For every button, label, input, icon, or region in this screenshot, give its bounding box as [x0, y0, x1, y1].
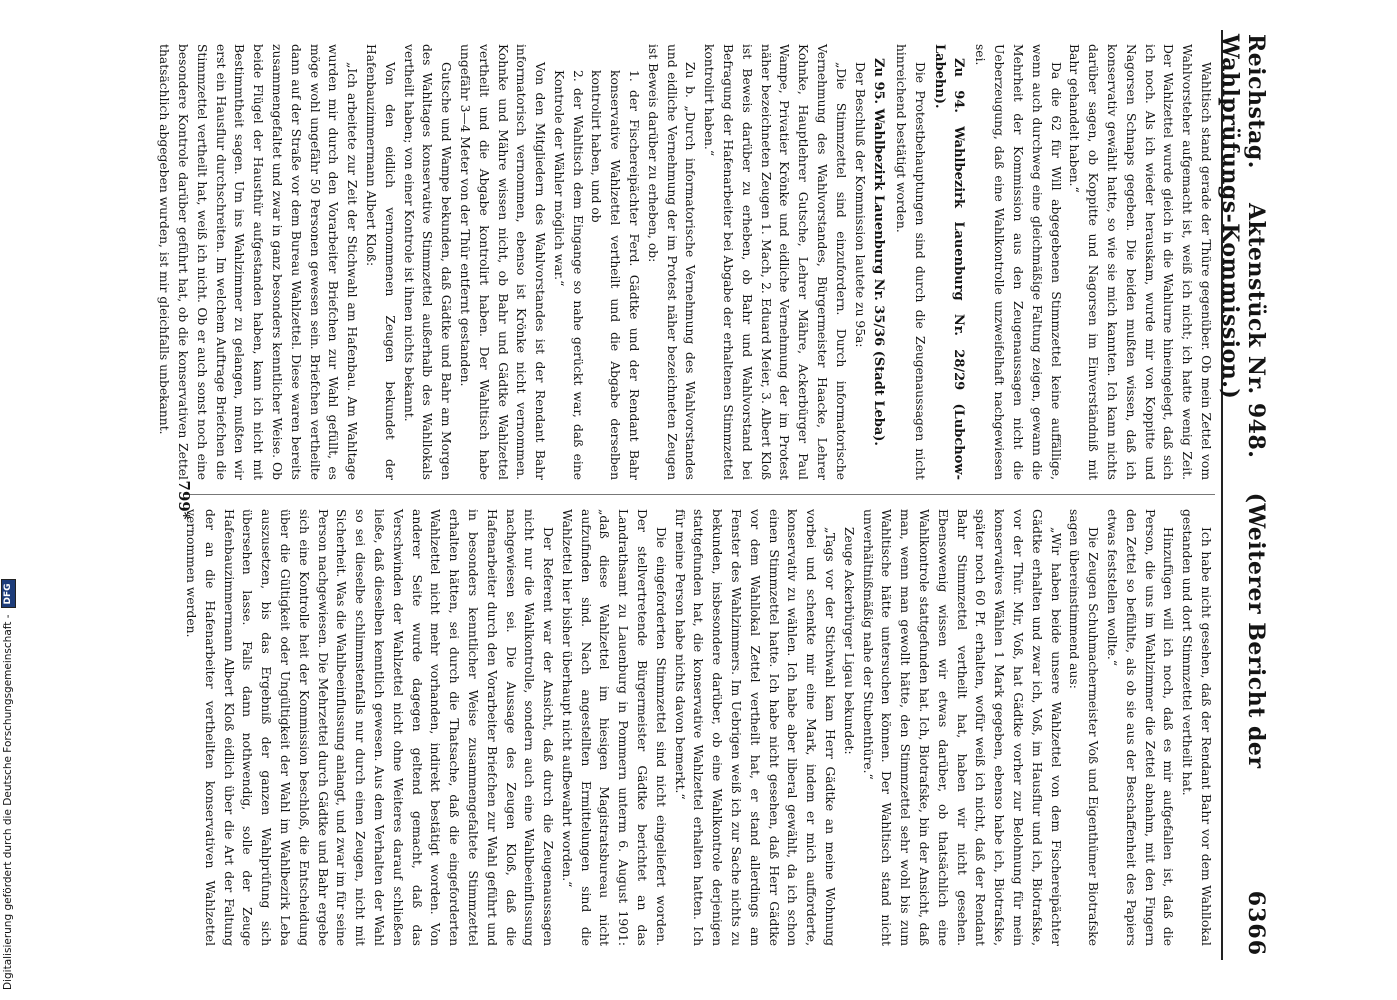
right-column-paragraph: Der Referent war der Ansicht, daß durch die Zeugenaussagen nicht nur die Wahlkontrolle, sondern auch eine Wahlbeeinflussung nachgewiesen sei. Die Aussage des Zeugen Kloß, daß die Hafenarbeiter durch den Vorarbeiter Briefchen zur Wahl geführt und in besonders kenntlicher Weise zusammengefaltete Stimmzettel erhalten hätten, sei durch die Thatsache, daß die eingeforderten Wahlzettel nicht mehr vorhanden, indirekt bestätigt worden. Von anderer Seite wurde dagegen geltend gemacht, daß das Verschwinden der Wahlzettel nicht ohne Weiteres darauf schließen ließe, daß dieselben kenntlich gewesen. Aus dem Verhalten der Wahl so sei dieselbe schlimmstenfalls nur durch einen Zeugen, nicht mit Sicherheit. Was die Wahlbeeinflussung anlangt, und zwar im für seine Person nachgewiesen. Die Mehrzettel durch Gädtke und Bahr ergebe sich eine Kontrolle heit der Kommission beschloß, die Entscheidung über die Gültigkeit oder Ungültigkeit der Wahl im Wahlbezirk Leba auszusetzen, bis das Ergebniß der ganzen Wahlprüfung sich übersehen lasse. Falls dann nothwendig, solle der Zeuge Hafenbauzimmermann Albert Kloß eidlich über die Art der Faltung der an die Hafenarbeiter vertheilten konservativen Wahlzettel vernommen werden. [183, 509, 556, 947]
header-part-3: (Weiterer Bericht der Wahlprüfungs-Kommission.) [1217, 34, 1269, 769]
page-marker: 799* [175, 480, 193, 520]
left-column-paragraph: Wahltisch stand gerade der Thüre gegenüber. Ob mein Zettel vom Wahlvorsteher aufgemacht ist, weiß ich nicht; ich hatte wenig Zeit. Der Wahlzettel wurde gleich in die Wahlurne hineingelegt, daß sich ich noch. Als ich wieder herauskam, wurde mir von Koppitte und Nagorsen Schnaps gegeben. Die beiden mußten wissen, daß ich konservativ gewählt hatte, so wie sie mich kannten. Ich kann nichts darüber sagen, ob Koppitte und Nagorsen im Einverständniß mit Bahr gehandelt haben.“ [1067, 44, 1213, 480]
left-column-paragraph: Da die 62 für Will abgegebenen Stimmzettel keine auffällige, wenn auch durchweg eine gleichmäßige Faltung zeigen, gewann die Mehrheit der Kommission aus den Zeugenaussagen nicht die Ueberzeugung, daß eine Wahlkontrolle unzweifelhaft nachgewiesen sei. [973, 44, 1063, 480]
right-column-paragraph: Zeuge Ackerbürger Ligau bekundet: [841, 527, 856, 755]
right-column-paragraph: Hinzufügen will ich noch, daß es mir aufgefallen ist, daß die Person, die uns im Wahlzimmer die Zettel abnahm, mit den Fingern den Zettel so befühlte, als ob sie aus der Beschaffenheit des Papiers etwas feststellen wollte.“ [1105, 509, 1176, 946]
right-column-paragraph: „Tags vor der Stichwahl kam Herr Gädtke an meine Wohnung vorbei und schenkte mir eine Mark, indem er mich aufforderte, konservativ zu wählen. Ich habe aber liberal gewählt, da ich schon einen Stimmzettel hatte. Ich habe nicht gesehen, daß Herr Gädtke vor dem Wahllokal Zettel vertheilt hat, er stand allerdings am Fenster des Wahlzimmers. Im Uebrigen weiß ich zur Sache nichts zu bekunden, insbesondere darüber, ob eine Wahlkontrole derjenigen stattgefunden hat, die konservative Wahlzettel erhalten hatten. Ich für meine Person habe nichts davon bemerkt.“ [672, 509, 838, 946]
left-column-paragraph: Von den eidlich vernommenen Zeugen bekundet der Hafenbauzimmermann Albert Kloß: [363, 44, 397, 480]
left-column-section-heading: Zu 94. Wahlbezirk Lauenburg Nr. 28/29 (Lubchow-Labehn). [931, 44, 966, 480]
left-column-paragraph: 2. der Wahltisch dem Eingange so nahe gerückt war, daß eine Kontrole der Wähler möglich war.“ [551, 70, 585, 480]
right-column-paragraph: Die eingeforderten Stimmzettel sind nicht eingeliefert worden. Der stellvertretende Bürgermeister Gädtke berichtet an das Landrathsamt zu Lauenburg in Pommern unterm 6. August 1901: „daß diese Wahlzettel im hiesigen Magistratsbureau nicht aufzufinden sind. Nach angestellten Ermittelungen sind die Wahlzettel hier bisher überhaupt nicht aufbewahrt worden.“ [559, 509, 668, 946]
right-column [185, 495, 1215, 960]
left-column-paragraph: Der Beschluß der Kommission lautete zu 95a: [852, 62, 867, 348]
left-column-paragraph: Zu b. „Durch informatorische Vernehmung des Wahlvorstandes und eidliche Vernehmung der im Protest näher bezeichneten Zeugen ist Beweis darüber zu erheben, ob: [645, 44, 698, 480]
right-column-paragraph: Ich habe nicht gesehen, daß der Rendant Bahr vor dem Wahllokal gestanden und dort Stimmzettel vertheilt hat. [1180, 509, 1213, 946]
page-number: 6366 [1243, 890, 1269, 956]
left-column-paragraph: Von den Mitgliedern des Wahlvorstandes ist der Rendant Bahr informatorisch vernommen, ebenso ist Krönke nicht vernommen. Kohnke und Mähre wissen nicht, ob Bahr und Gädtke Wahlzettel vertheilt und die Abgabe kontrolirt haben. Der Wahltisch habe ungefähr 3—4 Meter von der Thür entfernt gestanden. [457, 44, 548, 480]
left-column-paragraph: Gutsche und Wampe bekunden, daß Gädtke und Bahr am Morgen des Wahltages konservative Stimmzettel außerhalb des Wahllokals vertheilt haben; von einer Kontrole ist ihnen nichts bekannt. [401, 44, 454, 480]
header-part-2: Aktenstück Nr. 948. [1243, 203, 1269, 459]
left-column-section-heading: Zu 95. Wahlbezirk Lauenburg Nr. 35/36 (Stadt Leba). [871, 58, 887, 446]
left-column-paragraph: „Ich arbeitete zur Zeit der Stichwahl am Hafenbau. Am Wahltage wurden mir durch den Vorarbeiter Briefchen zur Wahl gefüllt, es möge wohl ungefähr 50 Personen gewesen sein. Briefchen vertheilte dann auf der Straße vor dem Bureau Wahlzettel. Diese waren bereits zusammengefaltet und zwar in ganz besonders kenntlicher Weise. Ob beide Flügel der Hausthür aufgestanden haben, kann ich nicht mit Bestimmtheit sagen. Um ins Wahlzimmer zu gelangen, mußten wir erst ein Hausflur durchschreiten. Im welchem Auftrage Briefchen die Stimmzettel vertheilt hat, weiß ich nicht. Ob er auch sonst noch eine besondere Kontrole darüber geführt hat, ob die konservativen Zettel thatsächlich abgegeben wurden, ist mir gleichfalls unbekannt. [157, 44, 360, 480]
left-column-paragraph: „Die Stimmzettel sind einzufordern. Durch informatorische Vernehmung des Wahlvorstandes, Bürgermeister Haacke, Lehrer Kohnke, Hauptlehrer Gutsche, Lehrer Mähre, Ackerbürger Paul Wampe, Privatier Krönke und eidliche Vernehmung der im Protest näher bezeichneten Zeugen 1. Mach, 2. Eduard Meier, 3. Albert Kloß ist Beweis darüber zu erheben, ob Bahr und Wahlvorstand bei Befragung der Hafenarbeiter bei Abgabe der erhaltenen Stimmzettel kontrolirt haben.“ [702, 44, 848, 480]
header-title [1217, 34, 1269, 891]
left-column-paragraph: 1. der Fischereipächter Ferd. Gädtke und der Rendant Bahr konservative Wahlzettel vertheilt und die Abgabe derselben kontrolirt haben, und ob [589, 70, 642, 480]
document-page [115, 0, 1275, 1000]
credit-text: Digitalisierung gefördert durch die Deutsche Forschungsgemeinschaft - [2, 614, 14, 990]
page-header [1217, 30, 1269, 960]
right-column-paragraph: „Wir haben beide unsere Wahlzettel von dem Fischereipächter Gädtke erhalten und zwar ich, Voß, im Hausflur und ich, Biotrafske, vor der Thür. Mir, Voß, hat Gädtke vorher zur Belohnung für mein konservatives Wählen 1 Mark gegeben, ebenso habe ich, Biotrafske, später noch 60 Pf. erhalten, wofür weiß ich nicht, daß der Rendant Bahr Stimmzettel vertheilt hat, haben wir nicht gesehen. Ebensowenig wissen wir etwas darüber, ob thatsächlich eine Wahlkontrole stattgefunden hat. Ich, Biotrafske, bin der Ansicht, daß man, wenn man gewollt hätte, den Stimmzettel sehr wohl bis zum Wahltische hätte untersuchen können. Der Wahltisch stand nicht unverhältnißmäßig nahe der Stubenthüre.“ [860, 509, 1063, 946]
header-part-1: Reichstag. [1243, 34, 1269, 169]
left-column-paragraph: Die Protestbehauptungen sind durch die Zeugenaussagen nicht hinreichend bestätigt worden. [894, 44, 928, 480]
dfg-logo-icon: DFG [1, 579, 16, 608]
right-column-paragraph: Die Zeugen Schuhmachermeister Voß und Eigenthümer Biotrafske sagen übereinstimmend aus: [1067, 509, 1101, 946]
digitization-credit [0, 0, 16, 990]
left-column [157, 30, 1215, 495]
